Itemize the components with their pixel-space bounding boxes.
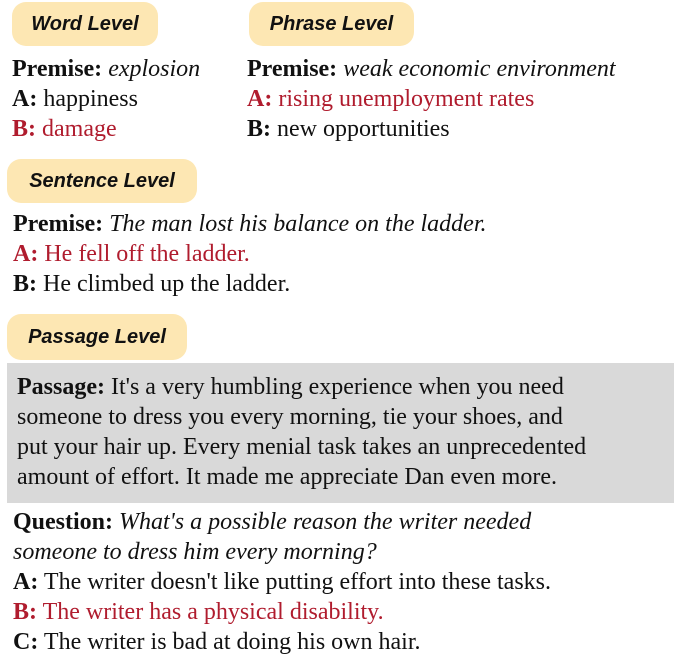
word-level-example	[12, 54, 200, 144]
sentence-a-text: He fell off the ladder.	[44, 241, 250, 267]
passage-b-text: The writer has a physical disability.	[42, 599, 384, 625]
phrase-premise-label: Premise:	[247, 56, 338, 82]
question-label: Question:	[13, 509, 114, 535]
sentence-b-text: He climbed up the ladder.	[43, 271, 291, 297]
passage-option-c	[13, 627, 551, 657]
passage-a-label: A:	[13, 569, 39, 595]
sentence-level-title: Sentence Level	[7, 159, 197, 203]
passage-line-3: put your hair up. Every menial task takes an unprecedented	[17, 434, 587, 460]
sentence-level-example	[13, 209, 487, 299]
sentence-premise-line	[13, 209, 487, 239]
phrase-option-a	[247, 84, 616, 114]
sentence-b-label: B:	[13, 271, 37, 297]
sentence-premise-label: Premise:	[13, 211, 104, 237]
word-level-title: Word Level	[12, 2, 158, 46]
word-b-label: B:	[12, 116, 36, 142]
word-premise-line	[12, 54, 200, 84]
phrase-a-text: rising unemployment rates	[278, 86, 535, 112]
phrase-b-label: B:	[247, 116, 271, 142]
word-a-label: A:	[12, 86, 38, 112]
phrase-b-text: new opportunities	[277, 116, 450, 142]
phrase-option-b	[247, 114, 616, 144]
sentence-option-a	[13, 239, 487, 269]
passage-b-label: B:	[13, 599, 37, 625]
word-premise-label: Premise:	[12, 56, 103, 82]
passage-line-1	[17, 372, 667, 402]
passage-c-text: The writer is bad at doing his own hair.	[43, 629, 421, 655]
passage-c-label: C:	[13, 629, 39, 655]
phrase-level-example	[247, 54, 616, 144]
passage-text	[17, 372, 667, 492]
passage-option-b	[13, 597, 551, 627]
question-line-1	[13, 507, 551, 537]
question-line-1-text: What's a possible reason the writer needed	[113, 509, 532, 535]
question-line-2: someone to dress him every morning?	[13, 539, 377, 565]
word-option-b	[12, 114, 200, 144]
phrase-premise-line	[247, 54, 616, 84]
passage-option-a	[13, 567, 551, 597]
passage-a-text: The writer doesn't like putting effort into these tasks.	[43, 569, 552, 595]
word-a-text: happiness	[43, 86, 138, 112]
phrase-premise-text: weak economic environment	[343, 56, 616, 82]
passage-question-block	[13, 507, 551, 657]
passage-line-2: someone to dress you every morning, tie your shoes, and	[17, 404, 563, 430]
passage-level-title: Passage Level	[7, 314, 187, 360]
passage-label: Passage:	[17, 374, 105, 400]
sentence-premise-text: The man lost his balance on the ladder.	[109, 211, 487, 237]
word-b-text: damage	[42, 116, 117, 142]
sentence-a-label: A:	[13, 241, 39, 267]
phrase-level-title: Phrase Level	[249, 2, 414, 46]
passage-line-4: amount of effort. It made me appreciate Dan even more.	[17, 464, 557, 490]
passage-line-1-text: It's a very humbling experience when you need	[104, 374, 564, 400]
word-premise-text: explosion	[108, 56, 201, 82]
sentence-option-b	[13, 269, 487, 299]
phrase-a-label: A:	[247, 86, 273, 112]
word-option-a	[12, 84, 200, 114]
